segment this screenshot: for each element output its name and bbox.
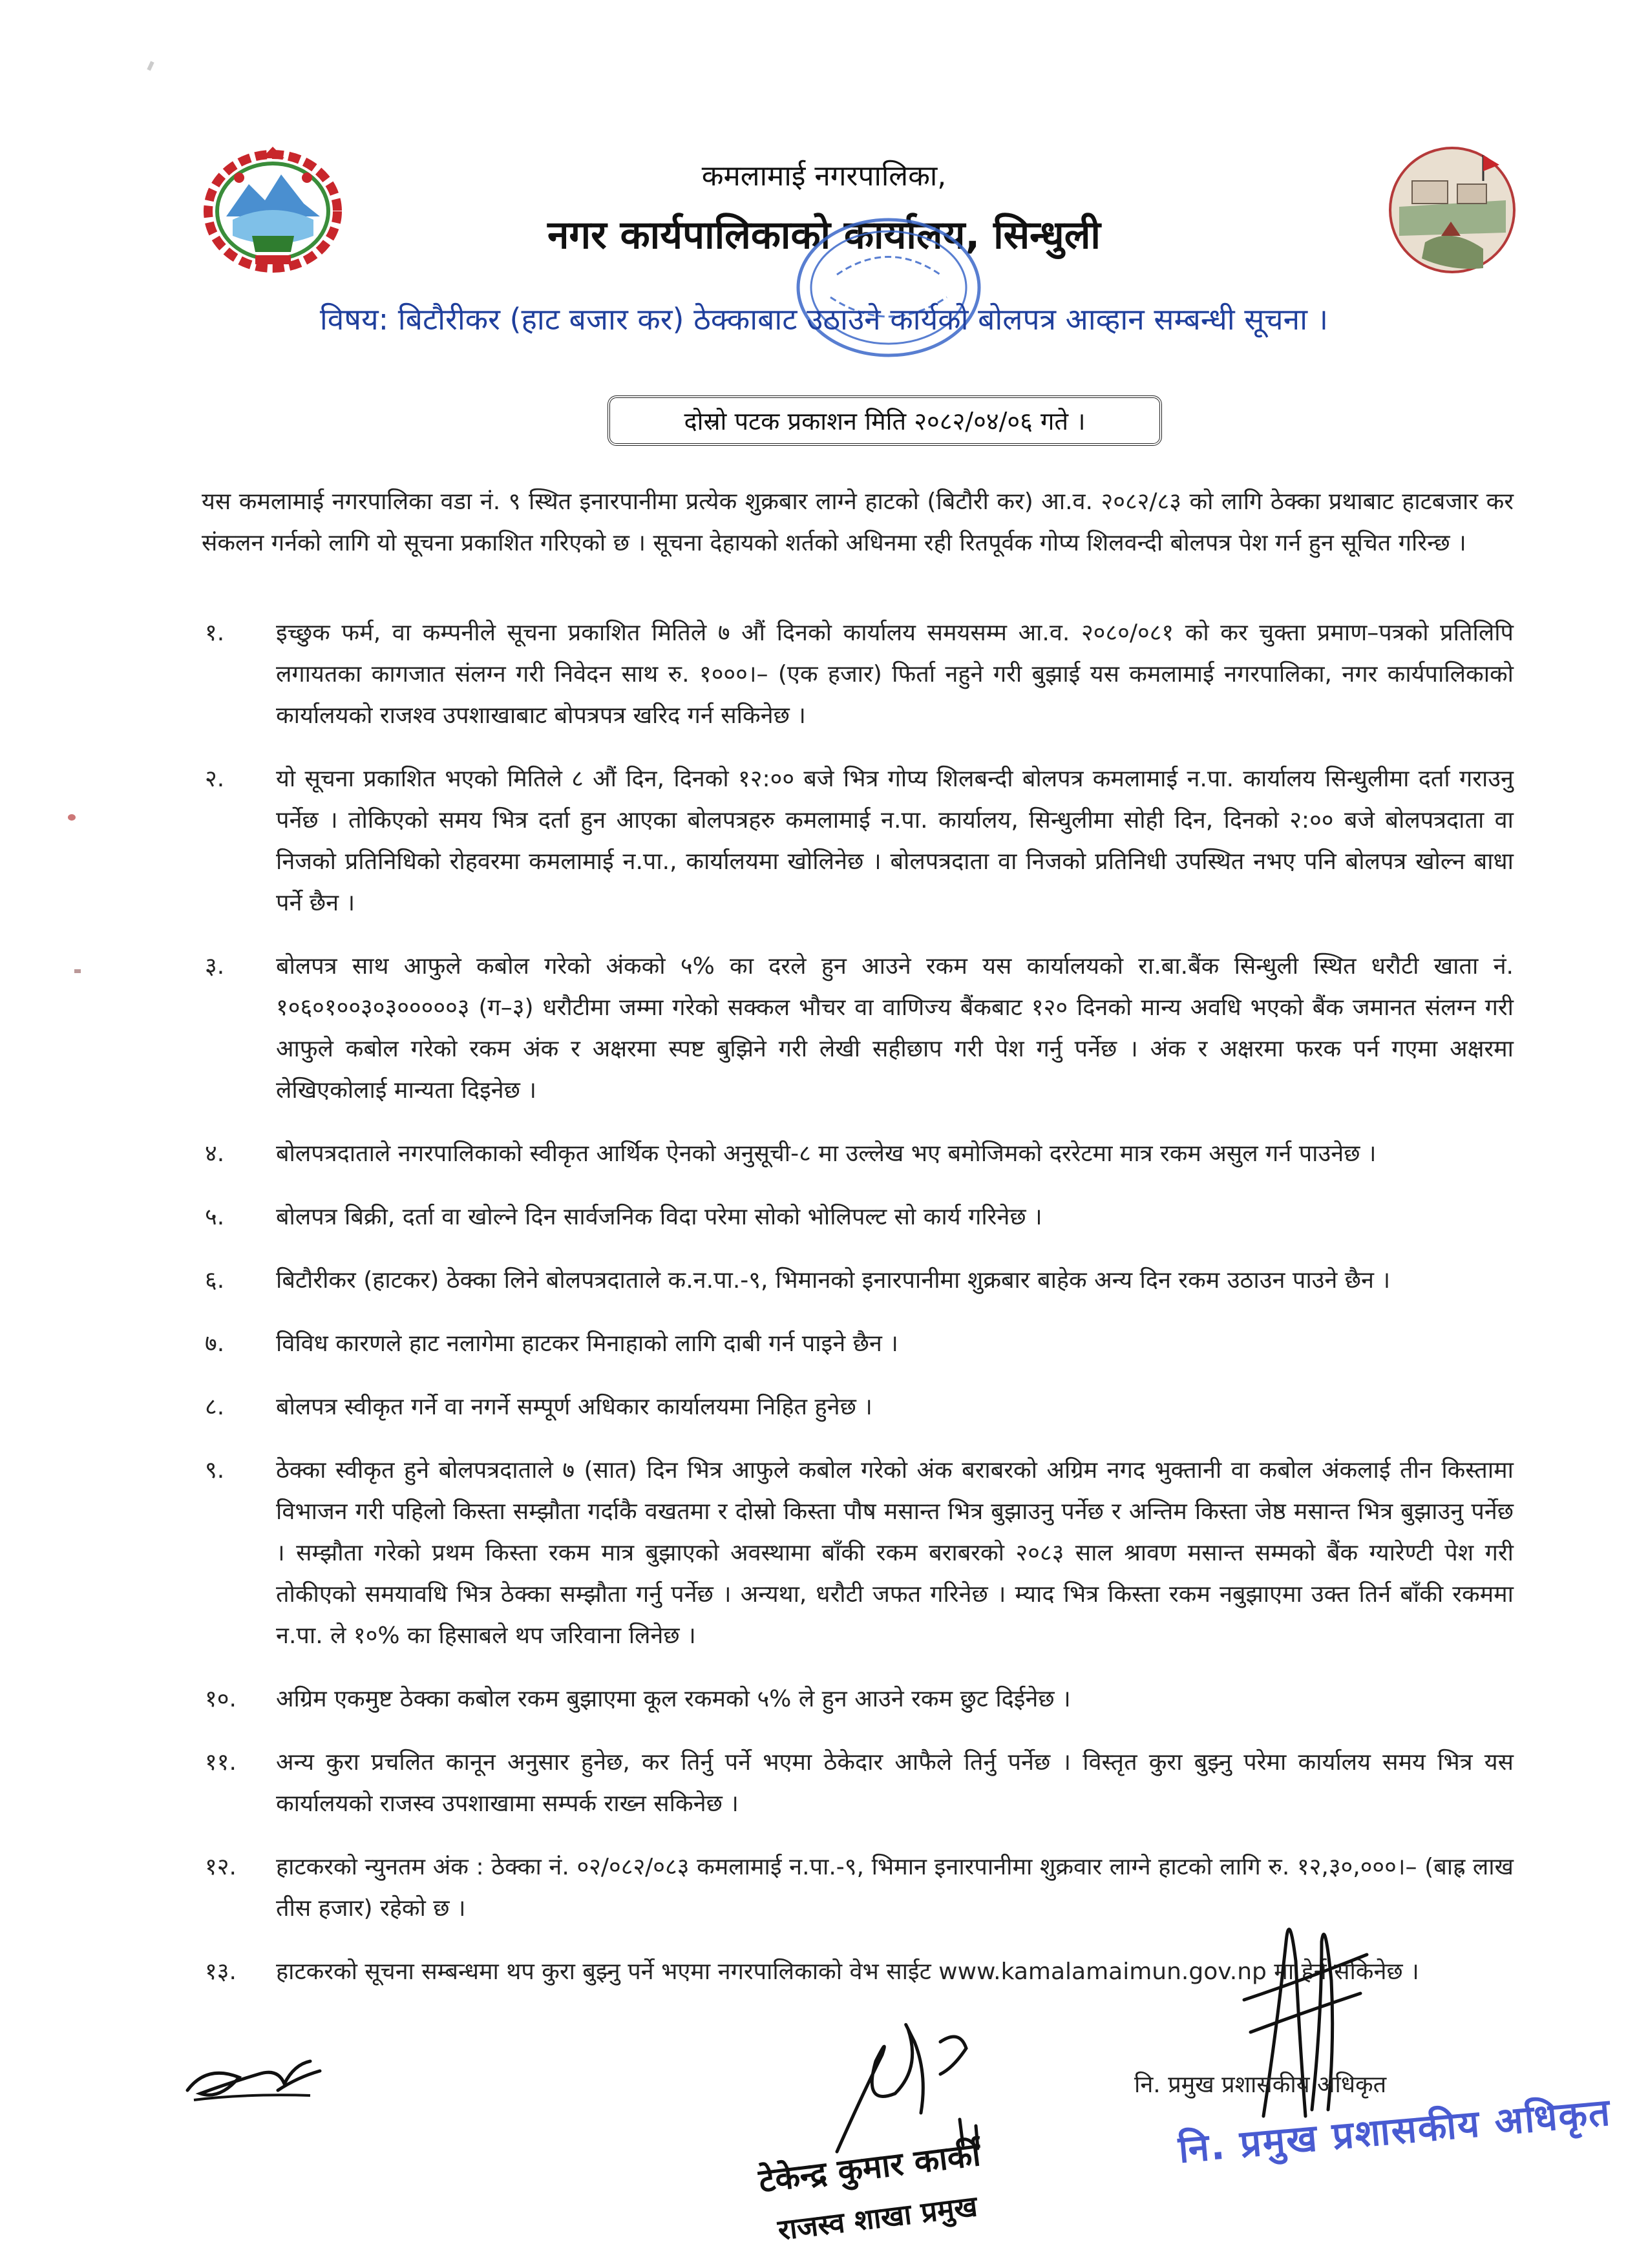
condition-text: अग्रिम एकमुष्ट ठेक्का कबोल रकम बुझाएमा कूल रकमको ५% ले हुन आउने रकम छुट दिईनेछ । — [276, 1686, 1071, 1712]
office-title: नगर कार्यपालिकाको कार्यालय, सिन्धुली — [547, 213, 1101, 258]
condition-text: बोलपत्र साथ आफुले कबोल गरेको अंकको ५% का दरले हुन आउने रकम यस कार्यालयको रा.बा.बैंक सिन्धुली स्थित धरौटी खाता नं. १०६०१००३०३०००००३ (ग–३) धरौटीमा जम्मा गरेको सक्कल भौचर वा वाणिज्य बैंकबाट १२० दिनको मान्य अवधि भएको बैंक जमानत संलग्न गरी आफुले कबोल गरेको रकम अंक र अक्षरमा स्पष्ट बुझिने गरी लेखी सहीछाप गरी पेश गर्नु पर्नेछ । अंक र अक्षरमा फरक पर्न गएमा अक्षरमा लेखिएकोलाई मान्यता दिइनेछ । — [276, 953, 1514, 1104]
condition-text: इच्छुक फर्म, वा कम्पनीले सूचना प्रकाशित मितिले ७ औं दिनको कार्यालय समयसम्म आ.व. २०८०/०८१ को कर चुक्ता प्रमाण–पत्रको प्रतिलिपि लगायतका कागजात संलग्न गरी निवेदन साथ रु. १०००।– (एक हजार) फिर्ता नहुने गरी बुझाई यस कमलामाई नगरपालिका, नगर कार्यपालिकाको कार्यालयको राजश्व उपशाखाबाट बोपत्रपत्र खरिद गर्न सकिनेछ । — [276, 620, 1514, 729]
condition-number: ११. — [205, 1749, 237, 1776]
revenue-chief-title: राजस्व शाखा प्रमुख — [776, 2190, 980, 2247]
condition-text: यो सूचना प्रकाशित भएको मितिले ८ औं दिन, दिनको १२:०० बजे भित्र गोप्य शिलबन्दी बोलपत्र कमलामाई न.पा. कार्यालय सिन्धुलीमा दर्ता गराउनु पर्नेछ । तोकिएको समय भित्र दर्ता हुन आएका बोलपत्रहरु कमलामाई न.पा. कार्यालय, सिन्धुलीमा सोही दिन, दिनको २:०० बजे बोलपत्रदाता वा निजको प्रतिनिधिको रोहवरमा कमलामाई न.पा., कार्यालयमा खोलिनेछ । बोलपत्रदाता वा निजको प्रतिनिधी उपस्थित नभए पनि बोलपत्र खोल्न बाधा पर्ने छैन । — [276, 766, 1514, 916]
condition-item — [202, 1197, 1514, 1238]
signature-revenue-icon — [811, 2016, 1018, 2158]
condition-number: २. — [205, 766, 225, 792]
scan-mark — [147, 61, 154, 70]
municipality-name: कमलामाई नगरपालिका, — [701, 160, 947, 193]
signature-left-icon — [181, 2039, 330, 2110]
condition-number: ९. — [205, 1457, 225, 1484]
condition-number: ४. — [205, 1140, 225, 1167]
condition-number: ५. — [205, 1204, 225, 1230]
condition-number: १३. — [205, 1958, 237, 1985]
condition-item — [202, 1260, 1514, 1301]
condition-number: १०. — [205, 1686, 237, 1712]
condition-item — [202, 1679, 1514, 1720]
condition-number: ७. — [205, 1330, 225, 1357]
condition-number: ३. — [205, 953, 225, 980]
condition-text: बोलपत्र बिक्री, दर्ता वा खोल्ने दिन सार्वजनिक विदा परेमा सोको भोलिपल्ट सो कार्य गरिनेछ । — [276, 1204, 1042, 1230]
condition-item — [202, 759, 1514, 924]
condition-item — [202, 1742, 1514, 1825]
condition-text: अन्य कुरा प्रचलित कानून अनुसार हुनेछ, कर तिर्नु पर्ने भएमा ठेकेदार आफैले तिर्नु पर्नेछ । विस्तृत कुरा बुझ्नु परेमा कार्यालय समय भित्र यस कार्यालयको राजस्व उपशाखामा सम्पर्क राख्न सकिनेछ । — [276, 1749, 1514, 1817]
scan-mark — [74, 969, 81, 973]
condition-text: ठेक्का स्वीकृत हुने बोलपत्रदाताले ७ (सात) दिन भित्र आफुले कबोल गरेको अंक बराबरको अग्रिम नगद भुक्तानी वा कबोल अंकलाई तीन किस्तामा विभाजन गरी पहिलो किस्ता सम्झौता गर्दाकै वखतमा र दोस्रो किस्ता पौष मसान्त भित्र बुझाउनु पर्नेछ र अन्तिम किस्ता जेष्ठ मसान्त भित्र बुझाउनु पर्नेछ । सम्झौता गरेको प्रथम किस्ता रकम मात्र बुझाएको अवस्थामा बाँकी रकम बराबरको २०८३ साल श्रावण मसान्त सम्मको बैंक ग्यारेण्टी पेश गरी तोकीएको समयावधि भित्र ठेक्का सम्झौता गर्नु पर्नेछ । अन्यथा, धरौटी जफत गरिनेछ । म्याद भित्र किस्ता रकम नबुझाएमा उक्त तिर्न बाँकी रकममा न.पा. ले १०% का हिसाबले थप जरिवाना लिनेछ । — [276, 1457, 1514, 1649]
condition-text: हाटकरको न्युनतम अंक : ठेक्का नं. ०२/०८२/०८३ कमलामाई न.पा.-९, भिमान इनारपानीमा शुक्रवार लाग्ने हाटको लागि रु. १२,३०,०००।– (बाह्र लाख तीस हजार) रहेको छ । — [276, 1854, 1514, 1922]
intro-paragraph: यस कमलामाई नगरपालिका वडा नं. ९ स्थित इनारपानीमा प्रत्येक शुक्रबार लाग्ने हाटको (बिटौरी कर) आ.व. २०८२/८३ को लागि ठेक्का प्रथाबाट हाटबजार कर संकलन गर्नको लागि यो सूचना प्रकाशित गरिएको छ । सूचना देहायको शर्तको अधिनमा रही रितपूर्वक गोप्य शिलवन्दी बोलपत्र पेश गर्न हुन सूचित गरिन्छ । — [202, 488, 1514, 556]
condition-item — [202, 1450, 1514, 1657]
condition-item — [202, 1387, 1514, 1428]
condition-item — [202, 1133, 1514, 1175]
condition-item — [202, 613, 1514, 737]
officer-title: नि. प्रमुख प्रशासकीय अधिकृत — [1134, 2072, 1387, 2098]
revenue-chief-name: टेकेन्द्र कुमार कार्की — [756, 2135, 983, 2200]
condition-item — [202, 1323, 1514, 1365]
condition-number: १२. — [205, 1854, 237, 1880]
condition-text: बिटौरीकर (हाटकर) ठेक्का लिने बोलपत्रदाताले क.न.पा.-९, भिमानको इनारपानीमा शुक्रबार बाहेक अन्य दिन रकम उठाउन पाउने छैन । — [276, 1267, 1391, 1294]
notice-subject: विषय: बिटौरीकर (हाट बजार कर) ठेक्काबाट उठाउने कार्यको बोलपत्र आव्हान सम्बन्धी सूचना । — [319, 302, 1329, 337]
condition-number: ६. — [205, 1267, 225, 1294]
condition-number: १. — [205, 620, 225, 646]
publication-date-box — [607, 395, 1162, 446]
scan-mark — [68, 814, 76, 821]
office-seal-icon — [792, 213, 986, 362]
condition-number: ८. — [205, 1394, 225, 1420]
conditions-list — [202, 613, 1514, 2015]
condition-text: विविध कारणले हाट नलागेमा हाटकर मिनाहाको लागि दाबी गर्न पाइने छैन । — [276, 1330, 898, 1357]
condition-text: हाटकरको सूचना सम्बन्धमा थप कुरा बुझ्नु पर्ने भएमा नगरपालिकाको वेभ साईट www.kamalamaimun.gov.np मा हेर्न सकिनेछ । — [276, 1958, 1419, 1985]
condition-text: बोलपत्रदाताले नगरपालिकाको स्वीकृत आर्थिक ऐनको अनुसूची-८ मा उल्लेख भए बमोजिमको दररेटमा मात्र रकम असुल गर्न पाउनेछ । — [276, 1140, 1377, 1167]
officer-stamp: नि. प्रमुख प्रशासकीय अधिकृत — [1176, 2090, 1613, 2172]
publication-date: दोस्रो पटक प्रकाशन मिति २०८२/०४/०६ गते । — [684, 407, 1086, 436]
condition-item — [202, 946, 1514, 1111]
condition-text: बोलपत्र स्वीकृत गर्ने वा नगर्ने सम्पूर्ण अधिकार कार्यालयमा निहित हुनेछ । — [276, 1394, 872, 1420]
